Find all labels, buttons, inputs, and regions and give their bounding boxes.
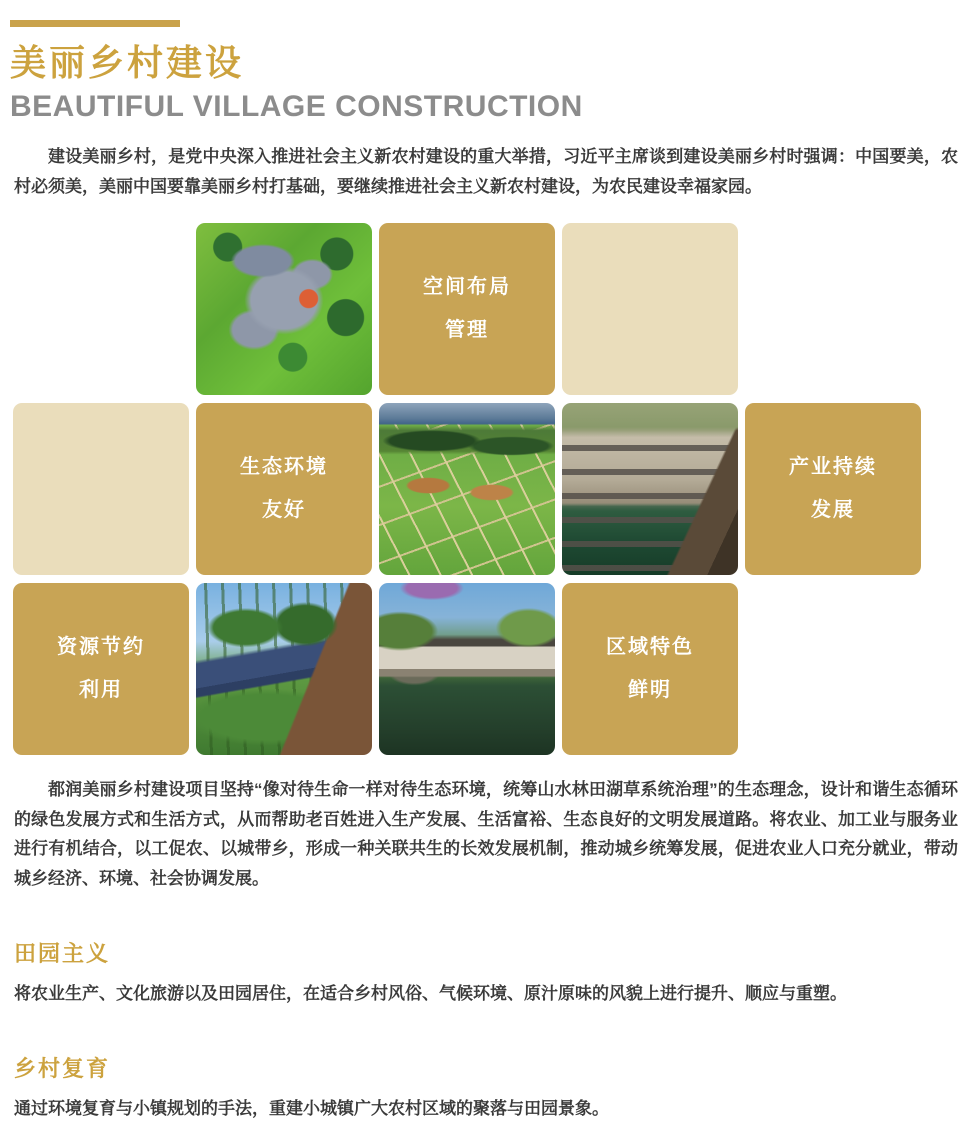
tile-spatial-layout-line1: 空间布局: [423, 276, 511, 299]
body-paragraph: 都润美丽乡村建设项目坚持“像对待生命一样对待生态环境，统筹山水林田湖草系统治理”的生态理念，设计和谐生态循环的绿色发展方式和生活方式，从而帮助老百姓进入生产发展、生活富裕、生态良好的文明发展道路。将农业、加工业与服务业进行有机结合，以工促农、以城带乡，形成一种关联共生的长效发展机制，推动城乡统筹发展，促进农业人口充分就业，带动城乡经济、环境、社会协调发展。: [14, 780, 958, 888]
tile-resource-saving: [13, 583, 189, 755]
tile-sustainable-industry: [745, 403, 921, 575]
tile-eco-friendly-line2: 友好: [262, 499, 306, 522]
tile-sustainable-industry-line2: 发展: [811, 499, 855, 522]
beige-tile-top: [562, 223, 738, 395]
tile-regional-character-line2: 鲜明: [628, 679, 672, 702]
page-title-chinese: 美丽乡村建设: [10, 42, 245, 83]
section-text-pastoralism: 将农业生产、文化旅游以及田园居住，在适合乡村风俗、气候环境、原汁原味的风貌上进行提升、顺应与重塑。: [14, 984, 847, 1004]
tile-regional-character: [562, 583, 738, 755]
tile-sustainable-industry-line1: 产业持续: [789, 456, 877, 479]
tile-spatial-layout: [379, 223, 555, 395]
aerial-village-photo: [196, 223, 372, 395]
page-title-english: BEAUTIFUL VILLAGE CONSTRUCTION: [10, 90, 583, 123]
intro-paragraph: 建设美丽乡村，是党中央深入推进社会主义新农村建设的重大举措，习近平主席谈到建设美丽乡村时强调：中国要美，农村必须美，美丽中国要靠美丽乡村打基础，要继续推进社会主义新农村建设，为农民建设幸福家园。: [14, 147, 958, 196]
feature-grid: [13, 223, 921, 755]
tile-spatial-layout-line2: 管理: [445, 319, 489, 342]
section-heading-village-rehabilitation: 乡村复育: [14, 1055, 111, 1081]
tile-eco-friendly-line1: 生态环境: [240, 456, 328, 479]
solar-roof-house-photo: [196, 583, 372, 755]
beige-tile-left: [13, 403, 189, 575]
section-text-village-rehabilitation: 通过环境复育与小镇规划的手法，重建小城镇广大农村区域的聚落与田园景象。: [14, 1098, 609, 1118]
section-heading-pastoralism: 田园主义: [14, 941, 111, 967]
accent-bar: [10, 20, 180, 27]
tile-resource-saving-line1: 资源节约: [57, 636, 145, 659]
brochure-page: [0, 20, 972, 1122]
tile-regional-character-line1: 区域特色: [606, 636, 694, 659]
tile-eco-friendly: [196, 403, 372, 575]
tile-resource-saving-line2: 利用: [79, 679, 123, 702]
farmland-grid-photo: [379, 403, 555, 575]
garden-pond-photo: [379, 583, 555, 755]
water-town-photo: [562, 403, 738, 575]
